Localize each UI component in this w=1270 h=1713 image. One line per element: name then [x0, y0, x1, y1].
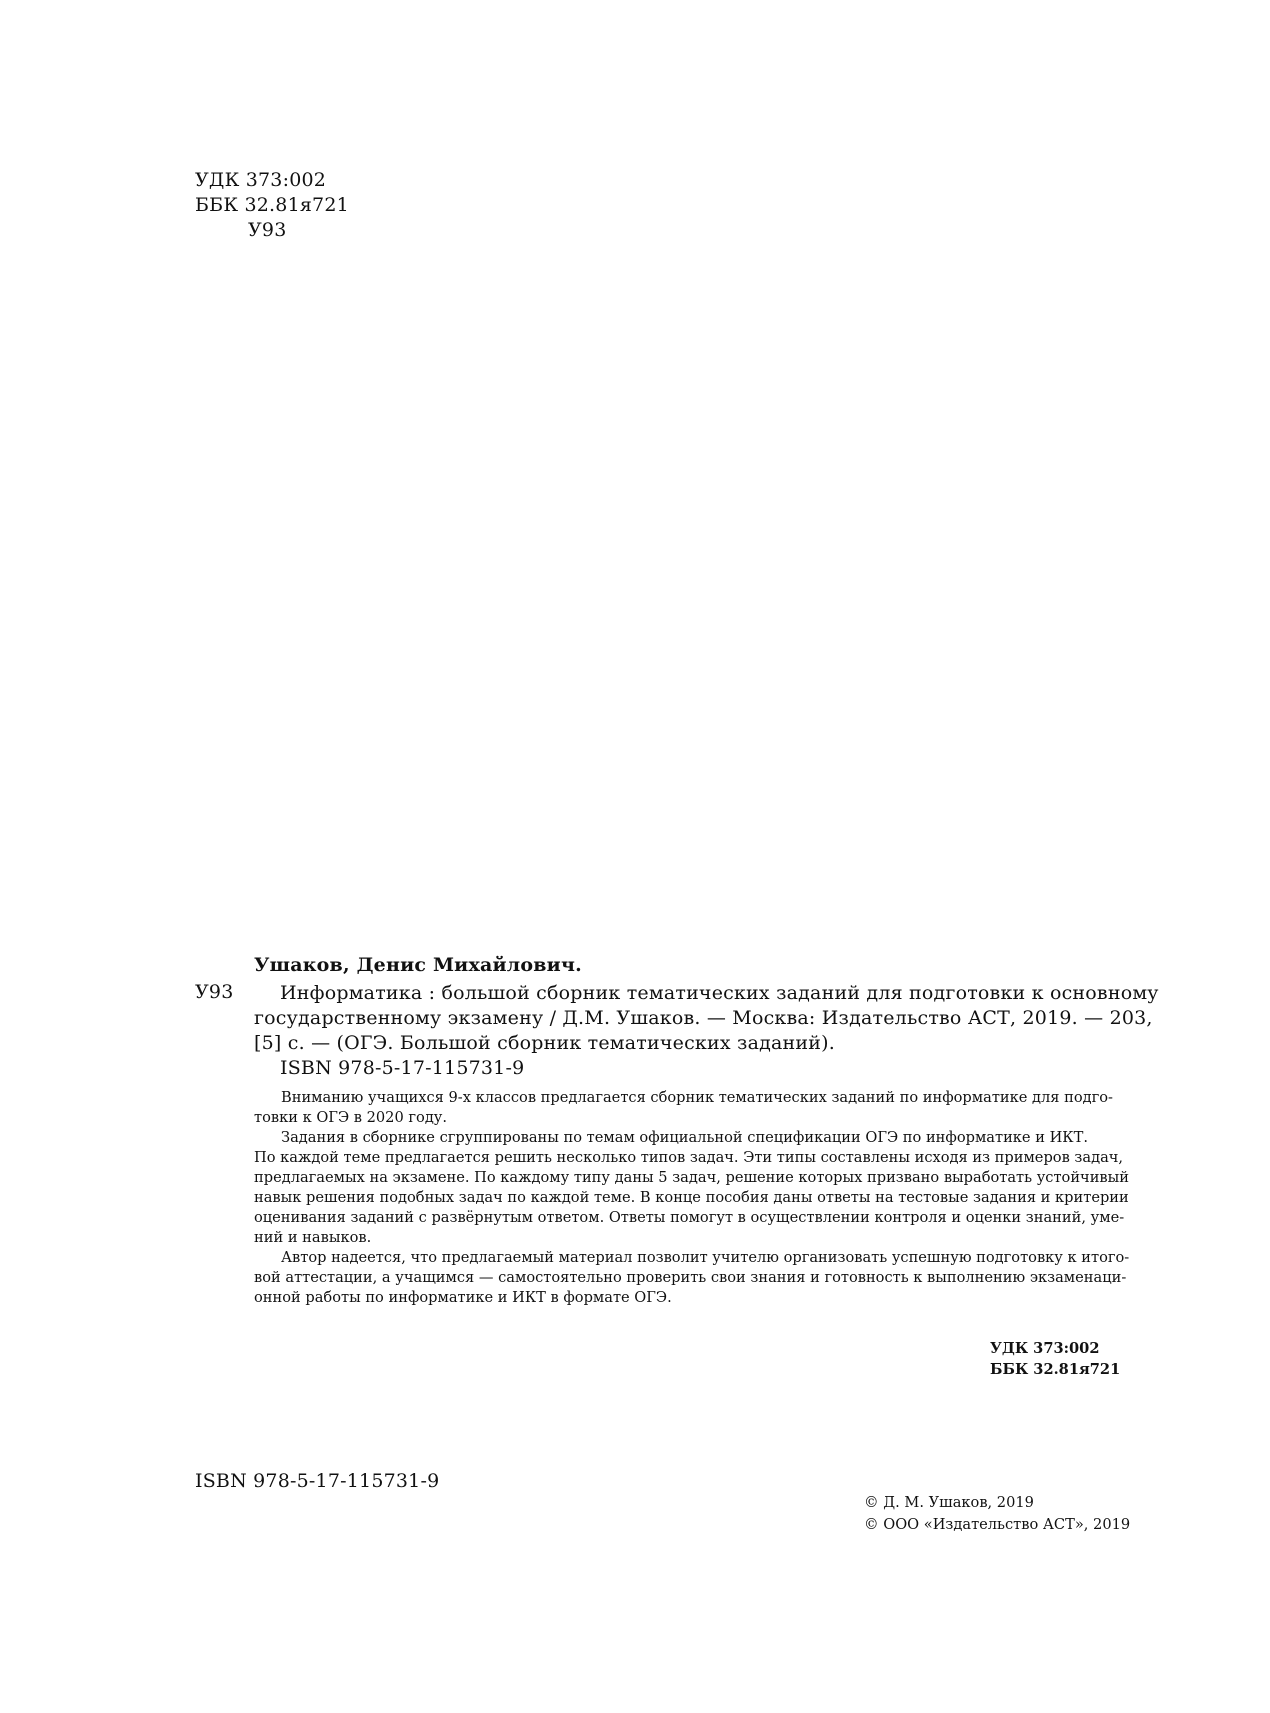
bbk-code: ББК 32.81я721	[195, 194, 349, 216]
annotation-line: Задания в сборнике сгруппированы по темам официальной спецификации ОГЭ по информатике и ИКТ.	[281, 1129, 1088, 1146]
card-author-mark: У93	[195, 981, 234, 1003]
annotation-line: онной работы по информатике и ИКТ в формате ОГЭ.	[254, 1289, 672, 1306]
card-isbn: ISBN 978-5-17-115731-9	[280, 1057, 525, 1079]
copyright-author: © Д. М. Ушаков, 2019	[864, 1494, 1034, 1511]
annotation-line: вой аттестации, а учащимся — самостоятельно проверить свои знания и готовность к выполнению экзаменаци-	[254, 1269, 1127, 1286]
bbk-code: ББК 32.81я721	[990, 1361, 1121, 1378]
copyright-publisher: © ООО «Издательство АСТ», 2019	[864, 1516, 1131, 1533]
annotation-line: Автор надеется, что предлагаемый материал позволит учителю организовать успешную подготовку к итого-	[281, 1249, 1130, 1266]
annotation-line: оценивания заданий с развёрнутым ответом. Ответы помогут в осуществлении контроля и оценки знаний, уме-	[254, 1209, 1125, 1226]
udk-code: УДК 373:002	[195, 169, 327, 191]
annotation-line: навык решения подобных задач по каждой теме. В конце пособия даны ответы на тестовые задания и критерии	[254, 1189, 1129, 1206]
right-classification-codes	[990, 1338, 1120, 1380]
card-author: Ушаков, Денис Михайлович.	[254, 954, 582, 976]
annotation	[254, 1088, 1136, 1308]
annotation-line: Вниманию учащихся 9-х классов предлагается сборник тематических заданий по информатике для подго-	[281, 1089, 1113, 1106]
top-classification-codes	[195, 168, 349, 243]
annotation-line: По каждой теме предлагается решить несколько типов задач. Эти типы составлены исходя из примеров задач,	[254, 1149, 1124, 1166]
card-line: Информатика : большой сборник тематических заданий для подготовки к основному	[280, 982, 1159, 1004]
card-line: [5] с. — (ОГЭ. Большой сборник тематических заданий).	[254, 1032, 835, 1054]
author-mark: У93	[248, 219, 287, 241]
annotation-line: ний и навыков.	[254, 1229, 372, 1246]
card-line: государственному экзамену / Д.М. Ушаков. — Москва: Издательство АСТ, 2019. — 203,	[254, 1007, 1153, 1029]
card-description	[254, 981, 1159, 1081]
udk-code: УДК 373:002	[990, 1340, 1100, 1357]
annotation-line: предлагаемых на экзамене. По каждому типу даны 5 задач, решение которых призвано выработать устойчивый	[254, 1169, 1129, 1186]
copyright-notice	[864, 1492, 1130, 1536]
isbn: ISBN 978-5-17-115731-9	[195, 1470, 440, 1492]
annotation-line: товки к ОГЭ в 2020 году.	[254, 1109, 448, 1126]
